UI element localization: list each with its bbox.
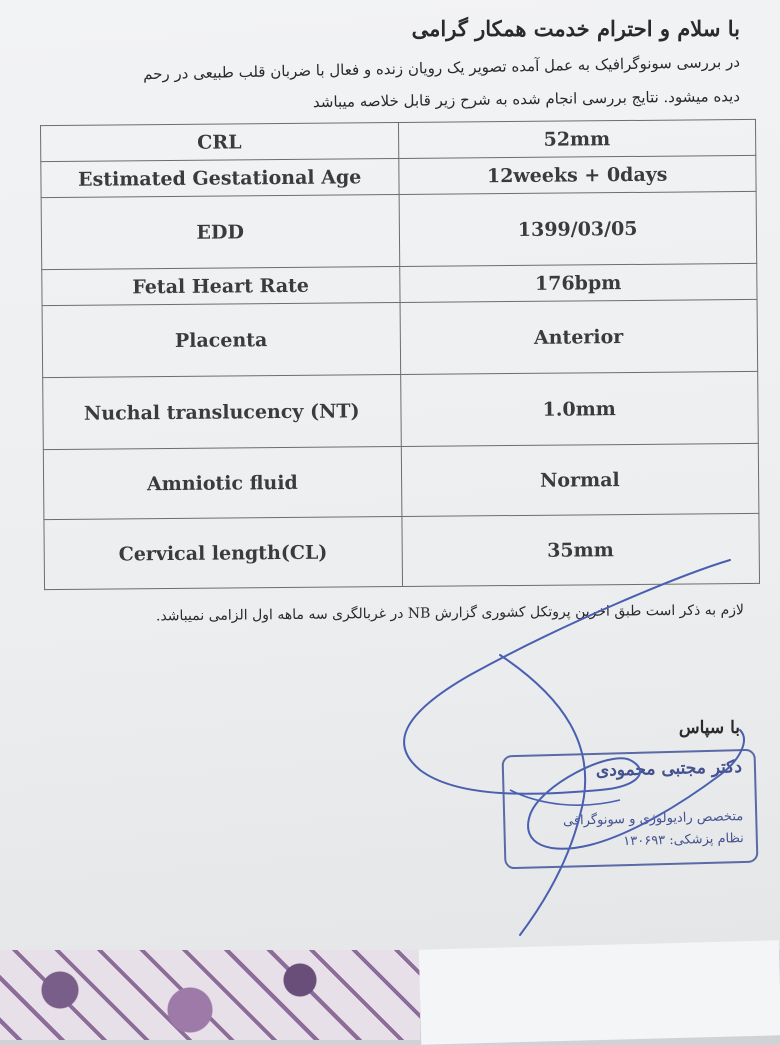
- row-value: 176bpm: [399, 263, 757, 302]
- row-label: CRL: [40, 123, 398, 162]
- table-row: [40, 119, 755, 161]
- row-value: Anterior: [400, 299, 758, 374]
- row-value: Normal: [401, 443, 759, 516]
- doctor-stamp: [502, 749, 759, 870]
- stamp-medical-council: نظام پزشکی: ۱۳۰۶۹۳: [623, 831, 745, 850]
- row-label: Amniotic fluid: [43, 446, 401, 519]
- row-label: Estimated Gestational Age: [41, 159, 399, 198]
- row-label: Placenta: [42, 303, 400, 378]
- greeting: با سلام و احترام خدمت همکار گرامی: [411, 16, 740, 41]
- second-paper: [419, 940, 780, 1044]
- row-label: Fetal Heart Rate: [42, 267, 400, 306]
- table-row: [43, 371, 759, 449]
- closing-thanks: با سپاس: [678, 718, 740, 738]
- row-label: Cervical length(CL): [44, 516, 402, 589]
- intro-line-2: دیده میشود. نتایج بررسی انجام شده به شرح زیر قابل خلاصه میباشد: [312, 87, 741, 112]
- stamp-specialty: متخصص رادیولوژی و سونوگرافی: [562, 809, 744, 829]
- table-row: [44, 513, 760, 589]
- row-value: 12weeks + 0days: [398, 155, 756, 194]
- intro-line-1: در بررسی سونوگرافیک به عمل آمده تصویر یک رویان زنده و فعال با ضربان قلب طبیعی در رحم: [142, 52, 741, 84]
- stamp-doctor-name: دکتر مجتبی محمودی: [595, 757, 743, 781]
- row-value: 52mm: [398, 119, 756, 158]
- table-row: [42, 263, 757, 305]
- screening-note: لازم به ذکر است طبق اخرین پروتکل کشوری گزارش NB در غربالگری سه ماهه اول الزامی نمیباشد.: [155, 602, 745, 625]
- row-label: Nuchal translucency (NT): [43, 374, 401, 449]
- table-row: [41, 191, 757, 269]
- table-row: [42, 299, 758, 377]
- row-value: 35mm: [401, 513, 759, 586]
- row-label: EDD: [41, 195, 399, 270]
- sonography-results-table: [40, 119, 760, 590]
- table-row: [43, 443, 759, 519]
- row-value: 1.0mm: [400, 371, 758, 446]
- table-row: [41, 155, 756, 197]
- fabric-background: [0, 950, 420, 1040]
- row-value: 1399/03/05: [399, 191, 757, 266]
